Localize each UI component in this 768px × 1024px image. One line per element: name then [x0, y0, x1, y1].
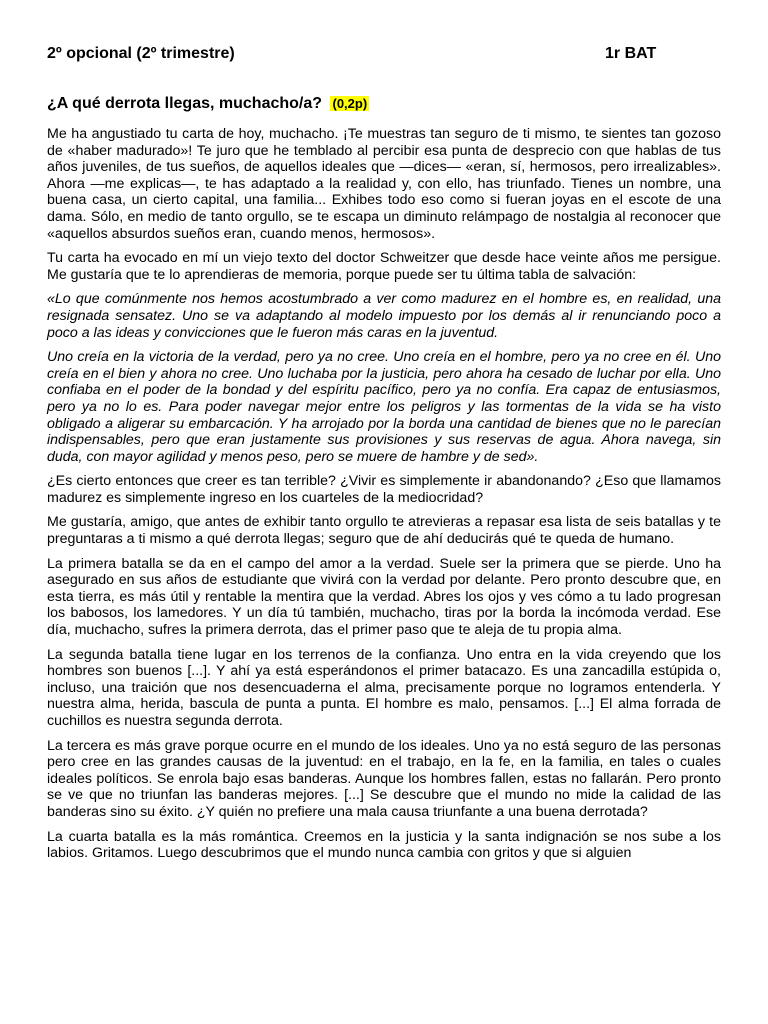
document-header — [47, 44, 721, 66]
quote-paragraph-1: «Lo que comúnmente nos hemos acostumbrado a ver como madurez en el hombre es, en realidad, una resignada sensatez. Uno se va adaptando al modelo impuesto por los demás al ir renunciando poco a poco a las ideas y convicciones que le fueron más caras en la juventud. — [47, 291, 721, 341]
paragraph-5: ¿Es cierto entonces que creer es tan terrible? ¿Vivir es simplemente ir abandonando? ¿Eso que llamamos madurez es simplemente ingreso en los cuarteles de la mediocridad? — [47, 473, 721, 506]
paragraph-10: La cuarta batalla es la más romántica. Creemos en la justicia y la santa indignación se nos sube a los labios. Gritamos. Luego descubrimos que el mundo nunca cambia con gritos y que si alguien — [47, 828, 721, 862]
title-text: ¿A qué derrota llegas, muchacho/a? — [47, 95, 323, 112]
grade-label: 1r BAT — [605, 45, 657, 62]
quote-paragraph-2: Uno creía en la victoria de la verdad, pero ya no cree. Uno creía en el hombre, pero ya no cree en él. Uno creía en el bien y ahora no cree. Uno luchaba por la justicia, pero ahora ha cesado de luchar por ella. Uno confiaba en el poder de la bondad y del espíritu pacífico, pero ya no confía. Era capaz de entusiasmos, pero ya no lo es. Para poder navegar mejor entre los peligros y las tormentas de la vida se ha visto obligado a aligerar su embarcación. Y ha arrojado por la borda una cantidad de bienes que no le parecían indispensables, pero que eran justamente sus provisiones y sus reservas de agua. Ahora navega, sin duda, con mayor agilidad y menos peso, pero se muere de hambre y de sed». — [47, 349, 721, 465]
paragraph-6: Me gustaría, amigo, que antes de exhibir tanto orgullo te atrevieras a repasar esa lista de seis batallas y te preguntaras a ti mismo a qué derrota llegas; seguro que de ahí deducirás qué te queda de humano. — [47, 514, 721, 548]
points-badge: (0,2p) — [332, 96, 368, 111]
document-title — [47, 94, 721, 114]
course-label: 2º opcional (2º trimestre) — [47, 45, 235, 62]
paragraph-1: Me ha angustiado tu carta de hoy, muchacho. ¡Te muestras tan seguro de ti mismo, te sientes tan gozoso de «haber madurado»! Te juro que he temblado al percibir esa punta de desprecio con que hablas de tus años juveniles, de tus sueños, de aquellos ideales que —dices— «eran, sí, hermosos, pero irrealizables». Ahora —me explicas—, te has adaptado a la realidad y, con ello, has triunfado. Tienes un nombre, una buena casa, un cierto capital, una familia... Exhibes todo eso como si fueran joyas en el escote de una dama. Sólo, en medio de tanto orgullo, se te escapa un diminuto relámpago de nostalgia al reconocer que «aquellos absurdos sueños eran, cuando menos, hermosos». — [47, 126, 721, 242]
paragraph-9: La tercera es más grave porque ocurre en el mundo de los ideales. Uno ya no está seguro de las personas pero cree en las grandes causas de la juventud: en el trabajo, en la fe, en la familia, en tales o cuales ideales políticos. Se enrola bajo esas banderas. Aunque los hombres fallen, estas no fallarán. Pero pronto se ve que no triunfan las banderas mejores. [...] Se descubre que el mundo no mide la calidad de las banderas sino su éxito. ¿Y quién no prefiere una mala causa triunfante a una buena derrotada? — [47, 737, 721, 820]
paragraph-2: Tu carta ha evocado en mí un viejo texto del doctor Schweitzer que desde hace veinte años me persigue. Me gustaría que te lo aprendieras de memoria, porque puede ser tu última tabla de salvación: — [47, 250, 721, 283]
paragraph-8: La segunda batalla tiene lugar en los terrenos de la confianza. Uno entra en la vida creyendo que los hombres son buenos [...]. Y ahí ya está esperándonos el primer batacazo. Es una zancadilla estúpida o, incluso, una traición que nos desencuaderna el alma, precisamente porque no logramos entenderla. Y nuestra alma, herida, bascula de punta a punta. El hombre es malo, pensamos. [...] El alma forrada de cuchillos es nuestra segunda derrota. — [47, 646, 721, 729]
paragraph-7: La primera batalla se da en el campo del amor a la verdad. Suele ser la primera que se pierde. Uno ha asegurado en sus años de estudiante que vivirá con la verdad por delante. Pero pronto descubre que, en esta tierra, es más útil y rentable la mentira que la verdad. Abres los ojos y ves cómo a tu lado progresan los babosos, los lamedores. Y un día tú también, muchacho, tiras por la borda la incómoda verdad. Ese día, muchacho, sufres la primera derrota, das el primer paso que te aleja de tu propia alma. — [47, 555, 721, 639]
document-body — [47, 126, 721, 862]
